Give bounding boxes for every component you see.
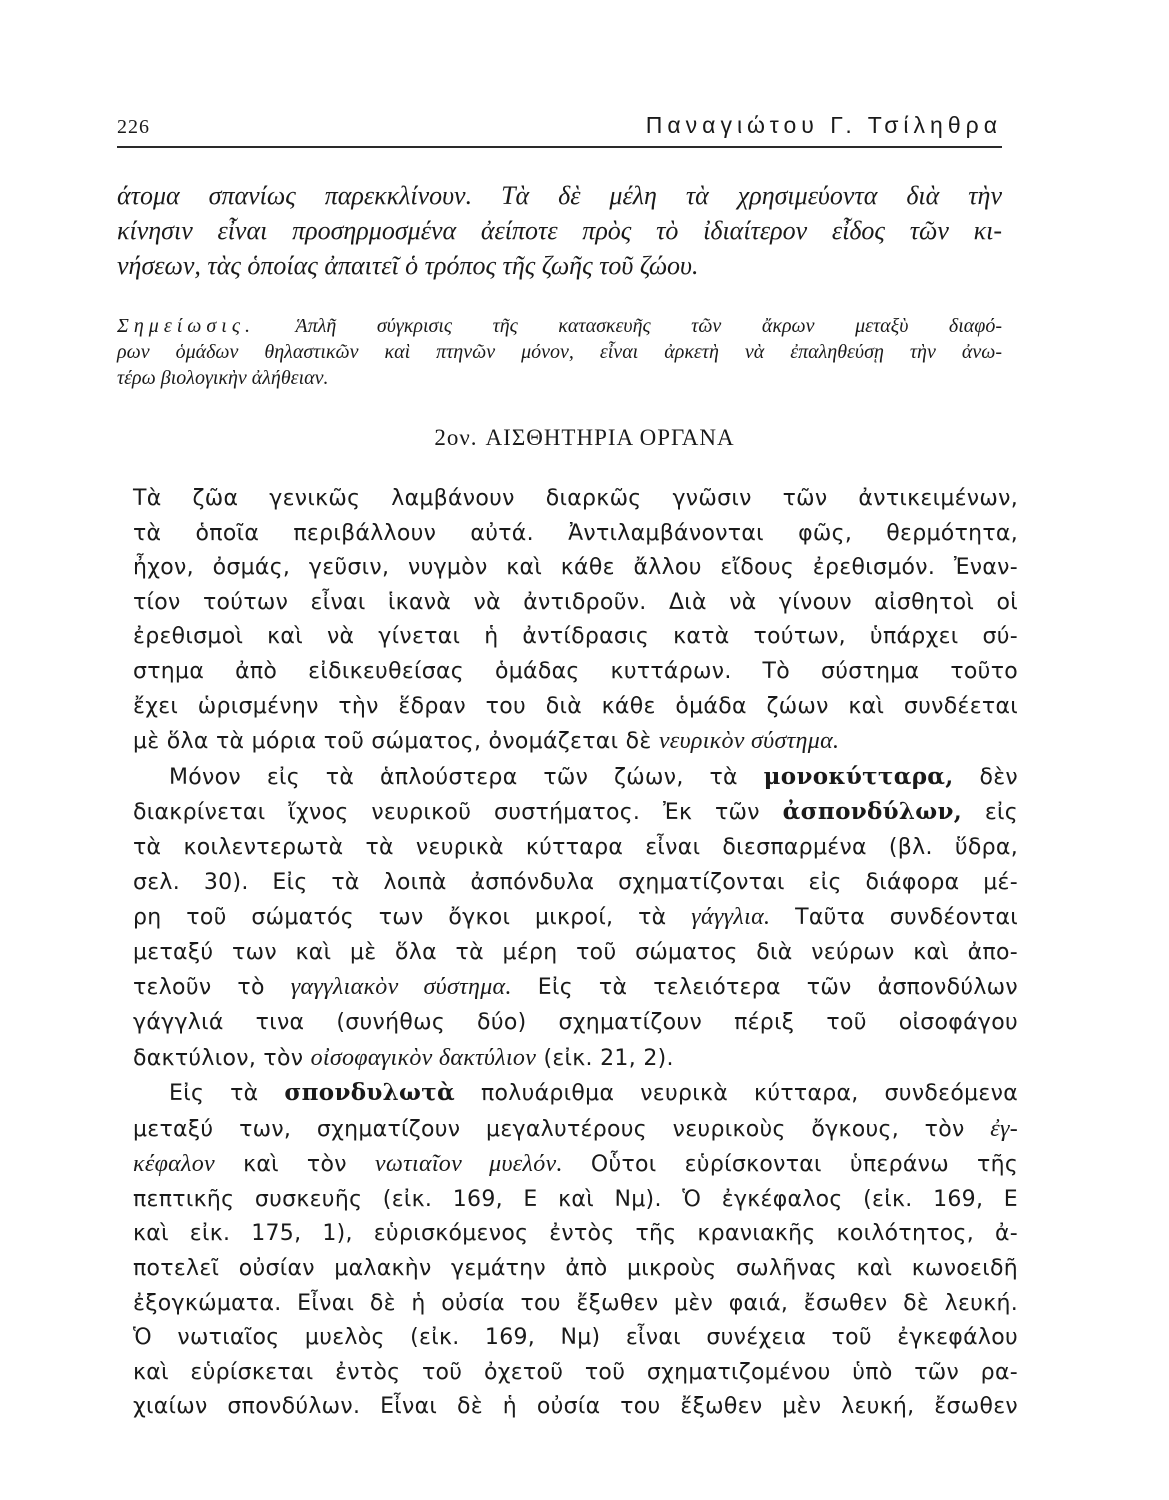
text-run: μεταξύ των, σχηματίζουν μεγαλυτέρους νευρικοὺς ὄγκους, τὸν (133, 1116, 965, 1142)
text-run: δακτύλιον, τὸν (133, 1045, 304, 1071)
text-line: τὰ κοιλεντερωτὰ τὰ νευρικὰ κύτταρα εἶναι διεσπαρμένα (βλ. ὕδρα, (133, 834, 1018, 860)
text-line (133, 724, 1018, 760)
text-line: Τὰ ζῶα γενικῶς λαμβάνουν διαρκῶς γνῶσιν τῶν ἀντικειμένων, (133, 486, 1018, 511)
note-text: Ἁπλῆ σύγκρισις τῆς κατασκευῆς τῶν ἄκρων μεταξὺ διαφό- (295, 315, 1002, 337)
text-line: καὶ εὑρίσκεται ἐντὸς τοῦ ὀχετοῦ τοῦ σχηματιζομένου ὑπὸ τῶν ρα- (133, 1359, 1018, 1385)
italic-term: κέφαλον (133, 1151, 215, 1178)
section-number: 2ον. (434, 425, 478, 450)
section-title: ΑΙΣΘΗΤΗΡΙΑ ΟΡΓΑΝΑ (485, 425, 735, 450)
text-line: ἔχει ὡρισμένην τὴν ἕδραν του διὰ κάθε ὁμάδα ζώων καὶ συνδέεται (133, 693, 1018, 719)
text-line: Ὁ νωτιαῖος μυελὸς (εἰκ. 169, Νμ) εἶναι συνέχεια τοῦ ἐγκεφάλου (133, 1325, 1018, 1351)
text-line: άτομα σπανίως παρεκκλίνουν. Τὰ δὲ μέλη τὰ χρησιμεύοντα διὰ τὴν (117, 181, 1002, 210)
section-heading (0, 425, 1169, 451)
text-run: Μόνον εἰς τὰ ἁπλούστερα τῶν ζώων, τὰ (169, 764, 738, 790)
text-line (133, 900, 1018, 936)
text-line: τὰ ὁποῖα περιβάλλουν αὐτά. Ἀντιλαμβάνονται φῶς, θερμότητα, (133, 520, 1018, 546)
text-run: Οὗτοι εὑρίσκονται ὑπεράνω τῆς (590, 1152, 1019, 1178)
text-run: μὲ ὅλα τὰ μόρια τοῦ σώματος, ὀνομάζεται δὲ (133, 729, 652, 755)
running-head: Παναγιώτου Γ. Τσίληθρα (645, 112, 1002, 138)
page-header (117, 112, 1002, 148)
body-text (133, 482, 1018, 1425)
italic-term: γάγγλια. (691, 904, 771, 931)
page-number: 226 (117, 116, 150, 138)
text-run: Ταῦτα συνδέονται (795, 905, 1019, 931)
text-line (133, 1147, 1018, 1183)
bold-term: ἀσπονδύλων, (782, 798, 963, 826)
text-line: σελ. 30). Εἰς τὰ λοιπὰ ἀσπόνδυλα σχηματίζονται εἰς διάφορα μέ- (133, 869, 1018, 895)
text-run: (εἰκ. 21, 2). (543, 1045, 674, 1071)
text-run: τελοῦν τὸ (133, 975, 265, 1001)
note-label: Σημείωσις. (117, 315, 255, 337)
text-line: μεταξύ των καὶ μὲ ὅλα τὰ μέρη τοῦ σώματος διὰ νεύρων καὶ ἀπο- (133, 939, 1018, 965)
text-line: ποτελεῖ οὐσίαν μαλακὴν γεμάτην ἀπὸ μικροὺς σωλῆνας καὶ κωνοειδῆ (133, 1256, 1018, 1282)
text-line: γάγγλιά τινα (συνήθως δύο) σχηματίζουν πέριξ τοῦ οἰσοφάγου (133, 1009, 1018, 1035)
italic-term: νευρικὸν σύστημα. (658, 728, 840, 755)
bold-term: σπονδυλωτὰ (284, 1079, 455, 1107)
text-line (133, 795, 1018, 831)
italic-term: νωτιαῖον μυελόν. (374, 1151, 563, 1178)
text-line: νήσεων, τὰς ὁποίας ἀπαιτεῖ ὁ τρόπος τῆς ζωῆς τοῦ ζώου. (117, 251, 699, 280)
text-line (133, 1076, 1018, 1112)
text-line (133, 1112, 1018, 1148)
text-line: ἦχον, ὀσμάς, γεῦσιν, νυγμὸν καὶ κάθε ἄλλου εἴδους ἐρεθισμόν. Ἐναν- (133, 555, 1018, 581)
text-line (133, 760, 1018, 796)
text-line: τέρω βιολογικὴν ἀλήθειαν. (117, 367, 329, 389)
text-run: εἰς (984, 800, 1019, 826)
text-line: κίνησιν εἶναι προσηρμοσμένα ἀείποτε πρὸς τὸ ἰδιαίτερον εἶδος τῶν κι- (117, 216, 1002, 245)
bold-term: μονοκύτταρα, (763, 762, 954, 790)
text-line: στημα ἀπὸ εἰδικευθείσας ὁμάδας κυττάρων. Τὸ σύστημα τοῦτο (133, 658, 1018, 684)
intro-paragraph (117, 178, 1002, 283)
text-line: ἐξογκώματα. Εἶναι δὲ ἡ οὐσία του ἔξωθεν μὲν φαιά, ἔσωθεν δὲ λευκή. (133, 1290, 1018, 1316)
text-run: πολυάριθμα νευρικὰ κύτταρα, συνδεόμενα (480, 1081, 1018, 1107)
text-run: καὶ τὸν (243, 1152, 347, 1178)
text-run: δὲν (979, 764, 1018, 790)
text-run: διακρίνεται ἴχνος νευρικοῦ συστήματος. Ἐκ τῶν (133, 800, 760, 826)
text-run: ρη τοῦ σώματός των ὄγκοι μικροί, τὰ (133, 905, 667, 931)
italic-term: ἐγ- (990, 1115, 1019, 1142)
text-line: πεπτικῆς συσκευῆς (εἰκ. 169, Ε καὶ Νμ). Ὁ ἐγκέφαλος (εἰκ. 169, Ε (133, 1186, 1018, 1212)
text-line: τίον τούτων εἶναι ἱκανὰ νὰ ἀντιδροῦν. Διὰ νὰ γίνουν αἰσθητοὶ οἱ (133, 589, 1018, 615)
text-run: Εἰς τὰ τελειότερα τῶν ἀσπονδύλων (537, 975, 1018, 1001)
italic-term: οἰσοφαγικὸν δακτύλιον (310, 1044, 537, 1071)
text-line: καὶ εἰκ. 175, 1), εὑρισκόμενος ἐντὸς τῆς κρανιακῆς κοιλότητος, ἀ- (133, 1221, 1018, 1247)
text-line (133, 1041, 1018, 1077)
text-line (133, 970, 1018, 1006)
text-line: ἐρεθισμοὶ καὶ νὰ γίνεται ἡ ἀντίδρασις κατὰ τούτων, ὑπάρχει σύ- (133, 624, 1018, 650)
note-block (117, 313, 1002, 391)
text-line (117, 313, 1002, 339)
text-line: ρων ὁμάδων θηλαστικῶν καὶ πτηνῶν μόνον, εἶναι ἀρκετὴ νὰ ἐπαληθεύσῃ τὴν ἀνω- (117, 341, 1002, 363)
text-line: χιαίων σπονδύλων. Εἶναι δὲ ἡ οὐσία του ἔξωθεν μὲν λευκή, ἔσωθεν (133, 1394, 1018, 1420)
italic-term: γαγγλιακὸν σύστημα. (290, 974, 512, 1001)
text-run: Εἰς τὰ (169, 1081, 259, 1107)
